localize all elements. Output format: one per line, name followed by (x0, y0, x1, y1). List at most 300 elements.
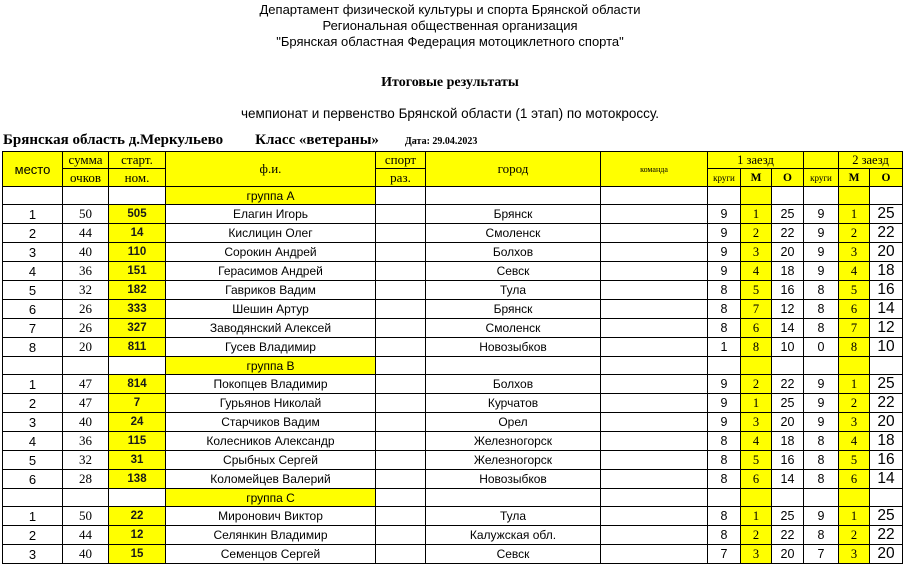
cell-o2: 25 (870, 375, 903, 394)
cell-o1: 22 (772, 526, 804, 545)
cell-points: 50 (63, 507, 109, 526)
cell-laps2 (804, 357, 839, 375)
cell-team (601, 375, 708, 394)
cell-laps2: 7 (804, 545, 839, 564)
cell-points: 44 (63, 526, 109, 545)
cell-o1 (772, 187, 804, 205)
cell-m: 4 (741, 262, 772, 281)
cell-o2: 16 (870, 281, 903, 300)
cell-place: 2 (3, 526, 63, 545)
cell-city: Смоленск (426, 319, 601, 338)
cell-team (601, 243, 708, 262)
cell-m: 3 (741, 545, 772, 564)
cell-rank (376, 262, 426, 281)
cell-place: 4 (3, 432, 63, 451)
cell-laps: 9 (708, 375, 741, 394)
cell-team (601, 413, 708, 432)
cell-laps: 8 (708, 451, 741, 470)
cell-points: 32 (63, 451, 109, 470)
cell-o1: 12 (772, 300, 804, 319)
cell-m: 6 (741, 319, 772, 338)
cell-points (63, 489, 109, 507)
cell-o1: 16 (772, 281, 804, 300)
col-header-race1: 1 заезд (708, 152, 804, 169)
cell-team (601, 470, 708, 489)
document-header (0, 2, 900, 50)
header-row-1 (3, 152, 903, 169)
results-table (2, 151, 903, 564)
cell-laps: 8 (708, 470, 741, 489)
cell-laps2: 9 (804, 243, 839, 262)
cell-team (601, 526, 708, 545)
cell-m (741, 357, 772, 375)
cell-o2: 25 (870, 507, 903, 526)
cell-points: 28 (63, 470, 109, 489)
cell-m: 3 (741, 413, 772, 432)
cell-start: 327 (109, 319, 166, 338)
cell-m2: 4 (839, 432, 870, 451)
cell-m2 (839, 489, 870, 507)
cell-rank (376, 319, 426, 338)
result-row (3, 413, 903, 432)
col-header-rank-2: раз. (376, 169, 426, 187)
cell-o1: 16 (772, 451, 804, 470)
col-header-start-1: старт. (109, 152, 166, 169)
cell-place: 6 (3, 470, 63, 489)
cell-start: 811 (109, 338, 166, 357)
col-header-name: ф.и. (166, 152, 376, 187)
cell-laps2: 9 (804, 413, 839, 432)
cell-team (601, 507, 708, 526)
cell-team (601, 281, 708, 300)
result-row (3, 205, 903, 224)
cell-city: Болхов (426, 375, 601, 394)
cell-o1: 14 (772, 470, 804, 489)
cell-start: 24 (109, 413, 166, 432)
cell-city: Смоленск (426, 224, 601, 243)
cell-team (601, 357, 708, 375)
group-label: группа А (166, 187, 376, 205)
cell-place: 8 (3, 338, 63, 357)
cell-start: 814 (109, 375, 166, 394)
event-subtitle: чемпионат и первенство Брянской области (1 этап) по мотокроссу. (240, 106, 660, 121)
cell-m2: 3 (839, 545, 870, 564)
cell-laps: 8 (708, 300, 741, 319)
result-row (3, 394, 903, 413)
cell-laps: 7 (708, 545, 741, 564)
cell-place: 5 (3, 281, 63, 300)
cell-o1: 18 (772, 262, 804, 281)
cell-place (3, 357, 63, 375)
cell-laps2: 9 (804, 507, 839, 526)
col-header-points-1: сумма (63, 152, 109, 169)
cell-rank (376, 300, 426, 319)
cell-o1: 22 (772, 224, 804, 243)
cell-team (601, 394, 708, 413)
cell-name: Шешин Артур (166, 300, 376, 319)
cell-rank (376, 432, 426, 451)
cell-o2: 20 (870, 545, 903, 564)
cell-name: Колесников Александр (166, 432, 376, 451)
cell-rank (376, 281, 426, 300)
cell-o2: 22 (870, 394, 903, 413)
result-row (3, 470, 903, 489)
cell-name: Семенцов Сергей (166, 545, 376, 564)
cell-start: 22 (109, 507, 166, 526)
cell-place: 3 (3, 545, 63, 564)
cell-place (3, 187, 63, 205)
cell-m (741, 187, 772, 205)
cell-laps2: 8 (804, 281, 839, 300)
cell-name: Селянкин Владимир (166, 526, 376, 545)
cell-o1: 10 (772, 338, 804, 357)
cell-name: Герасимов Андрей (166, 262, 376, 281)
cell-m2: 2 (839, 394, 870, 413)
cell-points: 50 (63, 205, 109, 224)
cell-m2: 6 (839, 300, 870, 319)
cell-rank (376, 507, 426, 526)
cell-o1 (772, 357, 804, 375)
result-row (3, 338, 903, 357)
cell-m2: 1 (839, 205, 870, 224)
cell-place: 4 (3, 262, 63, 281)
event-date: Дата: 29.04.2023 (404, 136, 478, 147)
cell-place (3, 489, 63, 507)
cell-m2: 4 (839, 262, 870, 281)
cell-o2: 20 (870, 413, 903, 432)
cell-team (601, 489, 708, 507)
cell-m: 3 (741, 243, 772, 262)
result-row (3, 224, 903, 243)
cell-place: 2 (3, 394, 63, 413)
cell-rank (376, 187, 426, 205)
cell-m2: 6 (839, 470, 870, 489)
cell-o1: 20 (772, 243, 804, 262)
col-header-race1-o: О (772, 169, 804, 187)
col-header-race2: 2 заезд (839, 152, 903, 169)
cell-o1: 25 (772, 507, 804, 526)
col-header-city: город (426, 152, 601, 187)
cell-m: 7 (741, 300, 772, 319)
cell-laps2 (804, 489, 839, 507)
cell-city: Севск (426, 545, 601, 564)
cell-team (601, 451, 708, 470)
event-location: Брянская область д.Меркульево (3, 132, 224, 148)
cell-start: 7 (109, 394, 166, 413)
cell-team (601, 262, 708, 281)
cell-start: 505 (109, 205, 166, 224)
result-row (3, 319, 903, 338)
cell-o2: 18 (870, 432, 903, 451)
cell-points: 26 (63, 300, 109, 319)
result-row (3, 243, 903, 262)
col-header-race2-laps: круги (804, 169, 839, 187)
cell-m2: 8 (839, 338, 870, 357)
cell-m: 6 (741, 470, 772, 489)
cell-laps2: 8 (804, 319, 839, 338)
results-title: Итоговые результаты (381, 75, 519, 90)
cell-m2: 1 (839, 375, 870, 394)
col-header-place: место (3, 152, 63, 187)
cell-team (601, 205, 708, 224)
cell-m2: 2 (839, 526, 870, 545)
cell-o2: 16 (870, 451, 903, 470)
cell-laps2: 9 (804, 224, 839, 243)
cell-city: Тула (426, 507, 601, 526)
results-body (3, 187, 903, 564)
cell-o2: 22 (870, 526, 903, 545)
cell-team (601, 338, 708, 357)
cell-rank (376, 413, 426, 432)
cell-city (426, 187, 601, 205)
col-header-race1-m: М (741, 169, 772, 187)
cell-start: 151 (109, 262, 166, 281)
cell-team (601, 432, 708, 451)
cell-o1: 18 (772, 432, 804, 451)
cell-m2: 2 (839, 224, 870, 243)
cell-o2: 12 (870, 319, 903, 338)
cell-place: 7 (3, 319, 63, 338)
cell-place: 1 (3, 375, 63, 394)
col-header-start-2: ном. (109, 169, 166, 187)
cell-laps: 9 (708, 394, 741, 413)
cell-points: 40 (63, 243, 109, 262)
cell-rank (376, 451, 426, 470)
cell-name: Коломейцев Валерий (166, 470, 376, 489)
cell-points: 36 (63, 432, 109, 451)
cell-laps: 8 (708, 319, 741, 338)
cell-rank (376, 357, 426, 375)
cell-m2: 1 (839, 507, 870, 526)
result-row (3, 262, 903, 281)
cell-city: Болхов (426, 243, 601, 262)
cell-o1: 14 (772, 319, 804, 338)
cell-name: Гусев Владимир (166, 338, 376, 357)
cell-m2: 3 (839, 413, 870, 432)
cell-laps2: 8 (804, 432, 839, 451)
cell-start: 138 (109, 470, 166, 489)
cell-start (109, 489, 166, 507)
cell-points: 44 (63, 224, 109, 243)
cell-team (601, 545, 708, 564)
cell-m: 5 (741, 281, 772, 300)
cell-m: 2 (741, 224, 772, 243)
cell-m2: 5 (839, 451, 870, 470)
cell-city: Орел (426, 413, 601, 432)
cell-name: Кислицин Олег (166, 224, 376, 243)
cell-laps: 1 (708, 338, 741, 357)
cell-city (426, 357, 601, 375)
cell-m: 2 (741, 375, 772, 394)
cell-name: Срыбных Сергей (166, 451, 376, 470)
cell-city: Новозыбков (426, 338, 601, 357)
cell-place: 2 (3, 224, 63, 243)
result-row (3, 432, 903, 451)
cell-o1: 20 (772, 545, 804, 564)
cell-rank (376, 470, 426, 489)
cell-laps: 9 (708, 262, 741, 281)
cell-place: 3 (3, 413, 63, 432)
cell-o1: 22 (772, 375, 804, 394)
cell-rank (376, 224, 426, 243)
cell-laps: 8 (708, 281, 741, 300)
cell-name: Миронович Виктор (166, 507, 376, 526)
cell-city: Тула (426, 281, 601, 300)
cell-rank (376, 489, 426, 507)
group-label: группа С (166, 489, 376, 507)
cell-city: Железногорск (426, 451, 601, 470)
cell-laps (708, 187, 741, 205)
cell-laps2: 8 (804, 526, 839, 545)
cell-points: 20 (63, 338, 109, 357)
cell-name: Елагин Игорь (166, 205, 376, 224)
cell-name: Старчиков Вадим (166, 413, 376, 432)
cell-o2 (870, 187, 903, 205)
result-row (3, 375, 903, 394)
cell-m: 5 (741, 451, 772, 470)
cell-name: Заводянский Алексей (166, 319, 376, 338)
cell-name: Гурьянов Николай (166, 394, 376, 413)
cell-name: Гавриков Вадим (166, 281, 376, 300)
cell-team (601, 187, 708, 205)
cell-laps: 9 (708, 224, 741, 243)
cell-start (109, 187, 166, 205)
cell-laps2 (804, 187, 839, 205)
cell-laps2: 8 (804, 451, 839, 470)
event-info-line (3, 131, 897, 149)
cell-start: 31 (109, 451, 166, 470)
group-row (3, 489, 903, 507)
cell-points: 47 (63, 394, 109, 413)
result-row (3, 300, 903, 319)
result-row (3, 507, 903, 526)
cell-laps: 9 (708, 243, 741, 262)
cell-laps: 9 (708, 413, 741, 432)
cell-o1 (772, 489, 804, 507)
cell-city: Брянск (426, 205, 601, 224)
cell-start: 333 (109, 300, 166, 319)
cell-points (63, 357, 109, 375)
cell-m2: 7 (839, 319, 870, 338)
col-header-points-2: очков (63, 169, 109, 187)
group-row (3, 187, 903, 205)
cell-laps: 9 (708, 205, 741, 224)
org-line-3: "Брянская областная Федерация мотоциклетного спорта" (276, 34, 624, 49)
results-head (3, 152, 903, 187)
cell-rank (376, 338, 426, 357)
col-header-race2-spacer (804, 152, 839, 169)
cell-city: Севск (426, 262, 601, 281)
cell-rank (376, 375, 426, 394)
col-header-race2-m: М (839, 169, 870, 187)
cell-m: 4 (741, 432, 772, 451)
cell-laps2: 9 (804, 205, 839, 224)
event-class: Класс «ветераны» (255, 132, 379, 148)
cell-laps (708, 489, 741, 507)
cell-o2: 14 (870, 300, 903, 319)
cell-o2: 10 (870, 338, 903, 357)
cell-place: 6 (3, 300, 63, 319)
cell-team (601, 224, 708, 243)
org-line-1: Департамент физической культуры и спорта Брянской области (259, 2, 641, 17)
group-row (3, 357, 903, 375)
cell-city: Железногорск (426, 432, 601, 451)
cell-o2: 14 (870, 470, 903, 489)
cell-rank (376, 205, 426, 224)
cell-points: 36 (63, 262, 109, 281)
cell-start: 182 (109, 281, 166, 300)
cell-o2: 22 (870, 224, 903, 243)
cell-points: 32 (63, 281, 109, 300)
cell-m: 1 (741, 394, 772, 413)
cell-m: 2 (741, 526, 772, 545)
cell-laps2: 9 (804, 394, 839, 413)
cell-points: 40 (63, 413, 109, 432)
cell-m: 1 (741, 507, 772, 526)
cell-city: Курчатов (426, 394, 601, 413)
cell-o1: 25 (772, 394, 804, 413)
cell-name: Сорокин Андрей (166, 243, 376, 262)
cell-laps: 8 (708, 526, 741, 545)
cell-o2: 20 (870, 243, 903, 262)
cell-o1: 20 (772, 413, 804, 432)
cell-laps: 8 (708, 432, 741, 451)
cell-rank (376, 545, 426, 564)
cell-o1: 25 (772, 205, 804, 224)
cell-start: 14 (109, 224, 166, 243)
col-header-team: команда (601, 152, 708, 187)
cell-m: 1 (741, 205, 772, 224)
result-row (3, 281, 903, 300)
cell-points: 47 (63, 375, 109, 394)
cell-laps2: 8 (804, 300, 839, 319)
cell-start: 15 (109, 545, 166, 564)
cell-rank (376, 243, 426, 262)
cell-place: 5 (3, 451, 63, 470)
cell-laps2: 0 (804, 338, 839, 357)
cell-start (109, 357, 166, 375)
cell-o2 (870, 489, 903, 507)
cell-start: 115 (109, 432, 166, 451)
cell-laps (708, 357, 741, 375)
cell-points: 40 (63, 545, 109, 564)
cell-m2: 5 (839, 281, 870, 300)
cell-place: 1 (3, 507, 63, 526)
cell-o2 (870, 357, 903, 375)
cell-o2: 25 (870, 205, 903, 224)
cell-city (426, 489, 601, 507)
cell-laps: 8 (708, 507, 741, 526)
cell-city: Брянск (426, 300, 601, 319)
result-row (3, 545, 903, 564)
cell-m: 8 (741, 338, 772, 357)
cell-m2: 3 (839, 243, 870, 262)
col-header-race1-laps: круги (708, 169, 741, 187)
cell-rank (376, 394, 426, 413)
col-header-race2-o: О (870, 169, 903, 187)
cell-start: 12 (109, 526, 166, 545)
cell-points (63, 187, 109, 205)
cell-team (601, 319, 708, 338)
cell-city: Новозыбков (426, 470, 601, 489)
cell-m (741, 489, 772, 507)
cell-start: 110 (109, 243, 166, 262)
cell-m2 (839, 187, 870, 205)
cell-m2 (839, 357, 870, 375)
result-row (3, 451, 903, 470)
cell-laps2: 9 (804, 375, 839, 394)
cell-name: Покопцев Владимир (166, 375, 376, 394)
